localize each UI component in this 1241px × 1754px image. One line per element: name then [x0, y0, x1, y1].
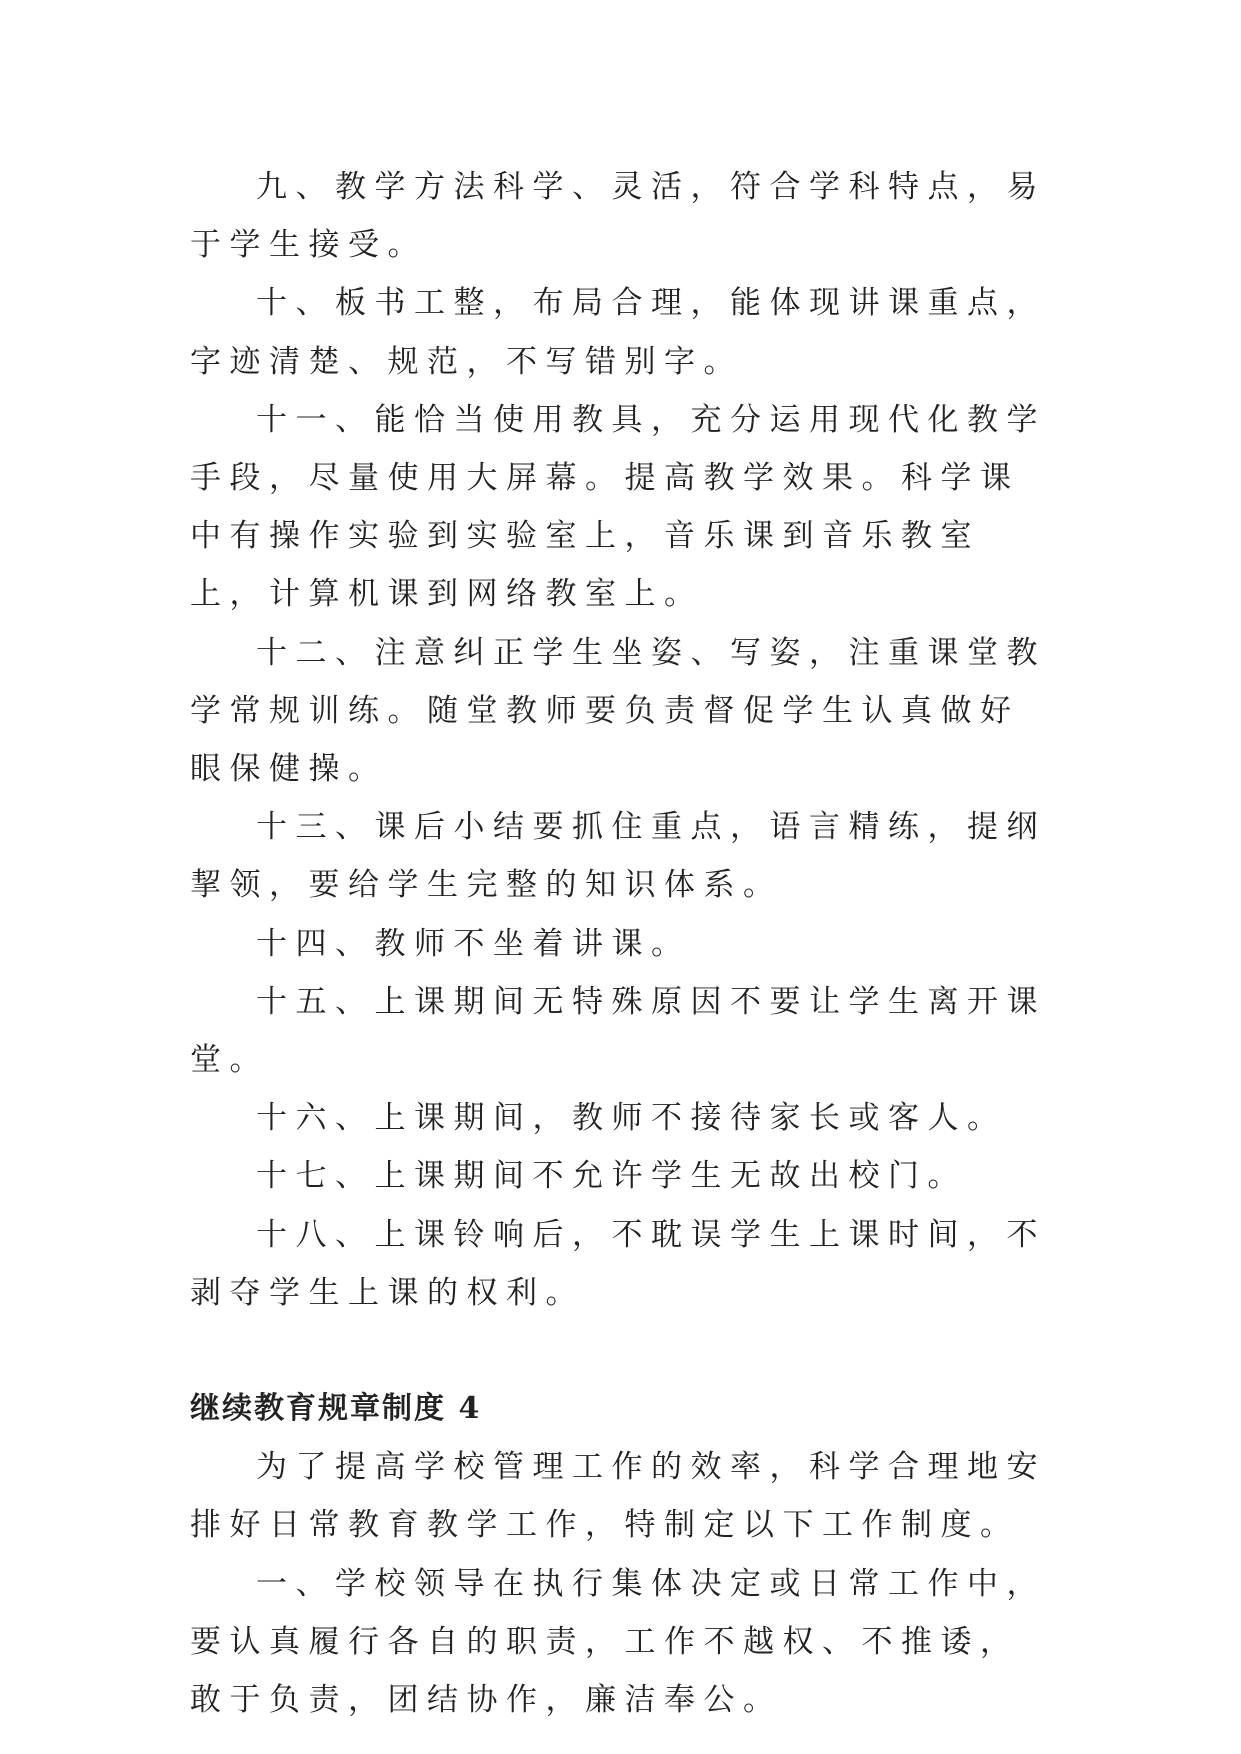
section-heading: 继续教育规章制度 4 [190, 1391, 482, 1427]
paragraph-item-11: 十一、能恰当使用教具，充分运用现代化教学手段，尽量使用大屏幕。提高教学效果。科学课中有操作实验到实验室上，音乐课到音乐教室上，计算机课到网络教室上。 [190, 401, 1046, 613]
paragraph-item-12: 十二、注意纠正学生坐姿、写姿，注重课堂教学常规训练。随堂教师要负责督促学生认真做好眼保健操。 [190, 634, 1046, 788]
document-body [190, 158, 1052, 1729]
paragraph-item-10: 十、板书工整，布局合理，能体现讲课重点，字迹清楚、规范，不写错别字。 [190, 285, 1046, 380]
paragraph-item-14: 十四、教师不坐着讲课。 [256, 925, 691, 962]
paragraph-item-16: 十六、上课期间，教师不接待家长或客人。 [256, 1100, 1007, 1137]
paragraph-item-15: 十五、上课期间无特殊原因不要让学生离开课堂。 [190, 983, 1046, 1079]
paragraph-item-13: 十三、课后小结要抓住重点，语言精练，提纲挈领，要给学生完整的知识体系。 [190, 809, 1046, 904]
paragraph-item-9: 九、教学方法科学、灵活，符合学科特点，易于学生接受。 [190, 169, 1046, 264]
paragraph-item-17: 十七、上课期间不允许学生无故出校门。 [256, 1158, 967, 1195]
paragraph-item-18: 十八、上课铃响后，不耽误学生上课时间，不剥夺学生上课的权利。 [190, 1216, 1046, 1311]
intro-paragraph: 为了提高学校管理工作的效率，科学合理地安排好日常教育教学工作，特制定以下工作制度。 [190, 1449, 1046, 1544]
paragraph-item-1: 一、学校领导在执行集体决定或日常工作中，要认真履行各自的职责，工作不越权、不推诿，敢于负责，团结协作，廉洁奉公。 [190, 1565, 1046, 1719]
